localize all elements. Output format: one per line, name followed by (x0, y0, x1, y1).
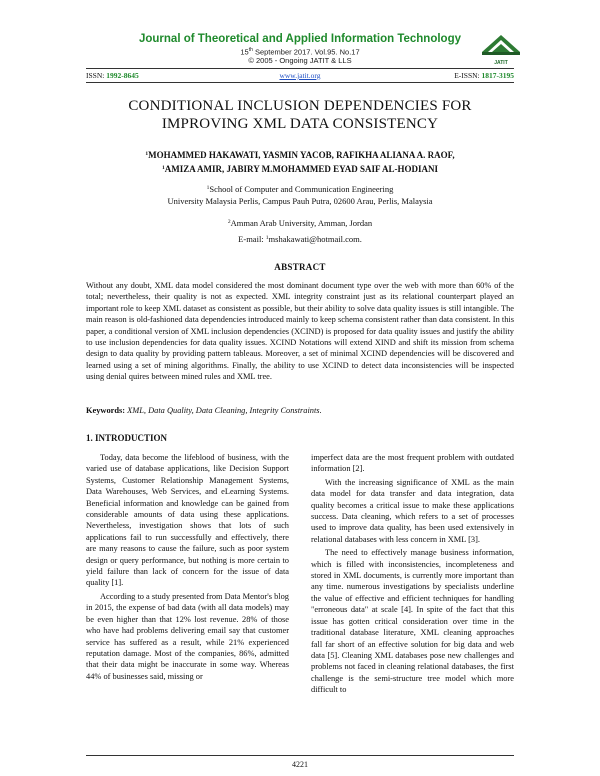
website-link[interactable]: www.jatit.org (279, 71, 321, 80)
keywords: Keywords: XML, Data Quality, Data Cleaning, Integrity Constraints. (86, 406, 322, 415)
paragraph: According to a study presented from Data Mentor's blog in 2015, the expense of bad data (with all data models) may be even higher than that 12% lost revenue. 28% of those who have had problems delivering email say that customer service has suffered as a result, while 21% experienced reputation damage. Most of the companies, 86%, admitted that their data might be inaccurate in some way. Whereas 44% of businesses said, missing or (86, 591, 289, 681)
affiliation-2: $^2$Amman Arab University, Amman, Jordan (227, 218, 373, 228)
paper-title-line-2: IMPROVING XML DATA CONSISTENCY (161, 116, 439, 132)
header-rule (86, 68, 514, 69)
page-number: 4221 (292, 760, 308, 769)
copyright-line: © 2005 - Ongoing JATIT & LLS (248, 56, 352, 65)
author-email: E-mail: $^1$mshakawati@hotmail.com. (238, 234, 362, 244)
issue-line: 15th September 2017. Vol.95. No.17 (240, 47, 360, 57)
paragraph: Today, data become the lifeblood of business, with the varied use of database applications, like Decision Support Systems, Customer Relationship Management Systems, Data Warehouses, Web Services, and eLearning Systems. Beneficial information and knowledge can be gained from considerable amounts of data using these applications. Nevertheless, investigation shows that lots of such applications fail to run successfully and effectively, there are many reasons to cause the failure, such as poor system design or query performance, but nothing is more certain to yield failure than lack of concern for the issue of data quality [1]. (86, 453, 289, 588)
affiliation-1: $^1$School of Computer and Communication Engineering University Malaysia Perlis, Campus Pauh Putra, 02600 Arau, Perlis, Malaysia (167, 184, 433, 206)
issn: ISSN: 1992-8645 (86, 71, 139, 80)
paragraph: The need to effectively manage business information, which is filled with inconsistencies, incompleteness and stored in XML documents, is currently more important than any time. numerous investigations by specialists underline the value of effective and efficient techniques for handling "erroneous data" at scale [4]. In spite of the fact that this issue has gotten critical consideration over time in the traditional database literature, XML cleaning approaches fall far short of an effective solution for big data and web data [5]. Cleaning XML databases pose new challenges and problems not faced in cleaning relational databases, the first challenge is the semi-structure tree model which more difficult to (311, 548, 514, 695)
logo-text: JATIT (494, 60, 508, 66)
paper-title-line-1: CONDITIONAL INCLUSION DEPENDENCIES FOR (128, 98, 472, 114)
journal-title: Journal of Theoretical and Applied Information Technology (138, 33, 462, 45)
authors-line-1: $^1$MOHAMMED HAKAWATI, YASMIN YACOB, RAFIKHA ALIANA A. RAOF, (145, 150, 455, 160)
paragraph: With the increasing significance of XML as the main data model for data transfer and data integration, data quality becomes a critical issue to make these applications success. Data cleaning, which refers to a set of processes used to improve data quality, has been used extensively in relational databases with less concern in XML [3]. (311, 477, 514, 544)
left-column (86, 452, 289, 684)
paper-title (90, 97, 510, 133)
eissn: E-ISSN: 1817-3195 (454, 71, 514, 80)
abstract-body: Without any doubt, XML data model considered the most dominant document type over the web with more than 60% of the total; nevertheless, their quality is not as expected. XML integrity constraint just as its relational counterpart played an important role to keep XML dataset as consistent as possible, but their ability to solve data quality issues is still intangible. The main reason is old-fashioned data dependencies introduced mainly to keep schema consistent rather than data consistent. In this paper, a conditional version of XML inclusion dependencies (XCIND) is proposed for data quality issues and justify the ability to use inclusion dependencies for data quality issues. XCIND Notations will extend XIND and shift its mission from schema design to data quality by providing pattern tableaus. Moreover, a set of minimal XCIND dependencies will be discovered and learned using a set of mining algorithms. Finally, the ability to use XCIND to detect data inconsistencies will be inspected using denial quires between mined rules and XML tree. (86, 281, 514, 382)
footer-rule (86, 755, 514, 756)
header-rule-lower (86, 82, 514, 83)
section-heading-introduction: 1. INTRODUCTION (86, 433, 168, 443)
paragraph: imperfect data are the most frequent problem with outdated information [2]. (311, 453, 514, 474)
right-column (311, 452, 514, 698)
authors-line-2: $^1$AMIZA AMIR, JABIRY M.MOHAMMED EYAD SAIF AL-HODIANI (162, 164, 438, 174)
abstract-heading: ABSTRACT (274, 262, 326, 272)
authors (95, 148, 505, 176)
